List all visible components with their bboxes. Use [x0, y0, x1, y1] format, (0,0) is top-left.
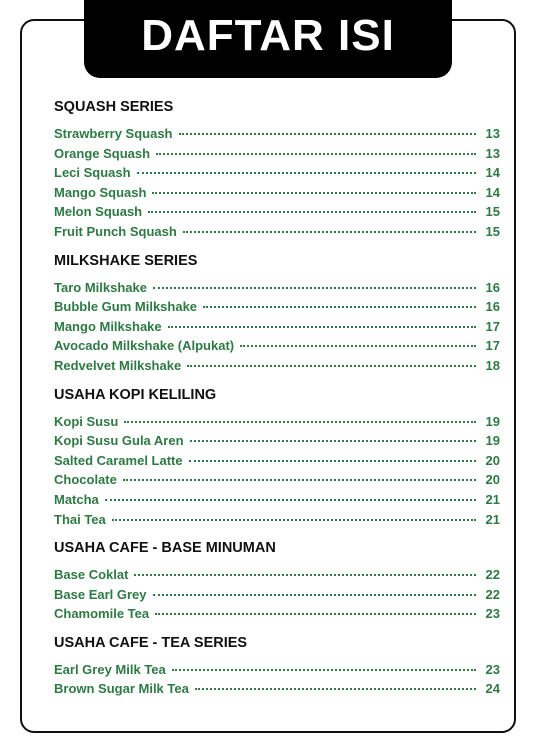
dot-leader: [168, 326, 476, 328]
page-number: 18: [485, 357, 500, 373]
section-heading: MILKSHAKE SERIES: [54, 252, 198, 269]
toc-entry[interactable]: [54, 510, 500, 530]
dot-leader: [172, 669, 476, 671]
section-heading: SQUASH SERIES: [54, 99, 174, 115]
entry-title: Kopi Susu: [54, 413, 119, 429]
entry-title: Strawberry Squash: [54, 126, 173, 141]
toc-entry[interactable]: [54, 183, 500, 203]
section-heading: USAHA CAFE - TEA SERIES: [54, 634, 248, 651]
page-number: 22: [485, 567, 500, 583]
entry-title: Leci Squash: [54, 165, 131, 181]
page-number: 15: [485, 223, 500, 239]
dot-leader: [183, 231, 476, 233]
page-number: 17: [485, 338, 500, 354]
page-number: 16: [485, 299, 500, 315]
page-number: 20: [485, 472, 500, 488]
entry-title: Earl Grey Milk Tea: [54, 661, 166, 677]
entry-title: Thai Tea: [54, 511, 106, 527]
dot-leader: [105, 499, 476, 501]
toc-section: [54, 384, 500, 530]
toc-entry[interactable]: [54, 470, 500, 490]
page-number: 20: [485, 452, 500, 468]
dot-leader: [240, 345, 476, 347]
page-number: 17: [485, 318, 500, 334]
toc-entry[interactable]: [54, 317, 500, 337]
toc-entry[interactable]: [54, 679, 500, 699]
page-number: 19: [485, 433, 500, 449]
entry-title: Brown Sugar Milk Tea: [54, 681, 189, 697]
toc-entry[interactable]: [54, 585, 500, 605]
dot-leader: [179, 133, 477, 135]
entry-title: Fruit Punch Squash: [54, 223, 177, 239]
entry-title: Mango Squash: [54, 184, 147, 200]
entry-title: Orange Squash: [54, 145, 151, 161]
entry-title: Taro Milkshake: [54, 279, 147, 295]
table-of-contents: [54, 96, 500, 707]
toc-entry[interactable]: [54, 144, 500, 164]
page-number: 14: [485, 165, 500, 181]
page-number: 13: [485, 145, 500, 161]
toc-entry[interactable]: [54, 451, 500, 471]
page-number: 23: [485, 606, 500, 622]
toc-entry[interactable]: [54, 356, 500, 376]
toc-entry[interactable]: [54, 297, 500, 317]
dot-leader: [137, 172, 476, 174]
dot-leader: [156, 153, 476, 155]
toc-entry[interactable]: [54, 124, 500, 144]
page-number: 16: [485, 279, 500, 295]
entry-title: Kopi Susu Gula Aren: [54, 433, 184, 449]
page-title: DAFTAR ISI: [141, 11, 395, 60]
toc-entry[interactable]: [54, 431, 500, 451]
toc-entry[interactable]: [54, 412, 500, 432]
dot-leader: [148, 211, 476, 213]
page-number: 14: [485, 184, 500, 200]
toc-section: [54, 632, 500, 699]
entry-title: Base Coklat: [54, 567, 129, 583]
entry-title: Matcha: [54, 491, 99, 507]
entry-title: Mango Milkshake: [54, 318, 162, 334]
entry-title: Melon Squash: [54, 204, 143, 220]
dot-leader: [155, 613, 476, 615]
dot-leader: [189, 460, 476, 462]
dot-leader: [153, 594, 476, 596]
entry-title: Avocado Milkshake (Alpukat): [54, 338, 235, 354]
entry-title: Base Earl Grey: [54, 586, 147, 602]
page-number: 21: [485, 491, 500, 507]
dot-leader: [190, 440, 476, 442]
page-number: 22: [485, 586, 500, 602]
title-banner: [84, 0, 452, 78]
toc-section: [54, 96, 500, 242]
toc-entry[interactable]: [54, 604, 500, 624]
dot-leader: [152, 192, 476, 194]
dot-leader: [124, 421, 476, 423]
toc-section: [54, 250, 500, 376]
dot-leader: [153, 287, 476, 289]
toc-entry[interactable]: [54, 222, 500, 242]
toc-entry[interactable]: [54, 336, 500, 356]
dot-leader: [123, 479, 476, 481]
toc-entry[interactable]: [54, 202, 500, 222]
page-number: 21: [485, 511, 500, 527]
page-number: 24: [485, 681, 500, 697]
dot-leader: [187, 365, 476, 367]
toc-entry[interactable]: [54, 565, 500, 585]
entry-title: Bubble Gum Milkshake: [54, 299, 198, 315]
entry-title: Salted Caramel Latte: [54, 452, 183, 468]
entry-title: Chamomile Tea: [54, 606, 150, 622]
toc-entry[interactable]: [54, 163, 500, 183]
section-heading: USAHA KOPI KELILING: [54, 386, 217, 403]
page-number: 15: [485, 204, 500, 220]
entry-title: Redvelvet Milkshake: [54, 357, 182, 373]
toc-section: [54, 537, 500, 624]
dot-leader: [203, 306, 476, 308]
entry-title: Chocolate: [54, 472, 117, 488]
toc-entry[interactable]: [54, 660, 500, 680]
page-number: 23: [485, 661, 500, 677]
toc-entry[interactable]: [54, 278, 500, 298]
section-heading: USAHA CAFE - BASE MINUMAN: [54, 540, 276, 557]
dot-leader: [112, 519, 476, 521]
dot-leader: [195, 688, 476, 690]
dot-leader: [134, 574, 476, 576]
page-number: 13: [485, 126, 500, 141]
toc-entry[interactable]: [54, 490, 500, 510]
page-number: 19: [485, 413, 500, 429]
